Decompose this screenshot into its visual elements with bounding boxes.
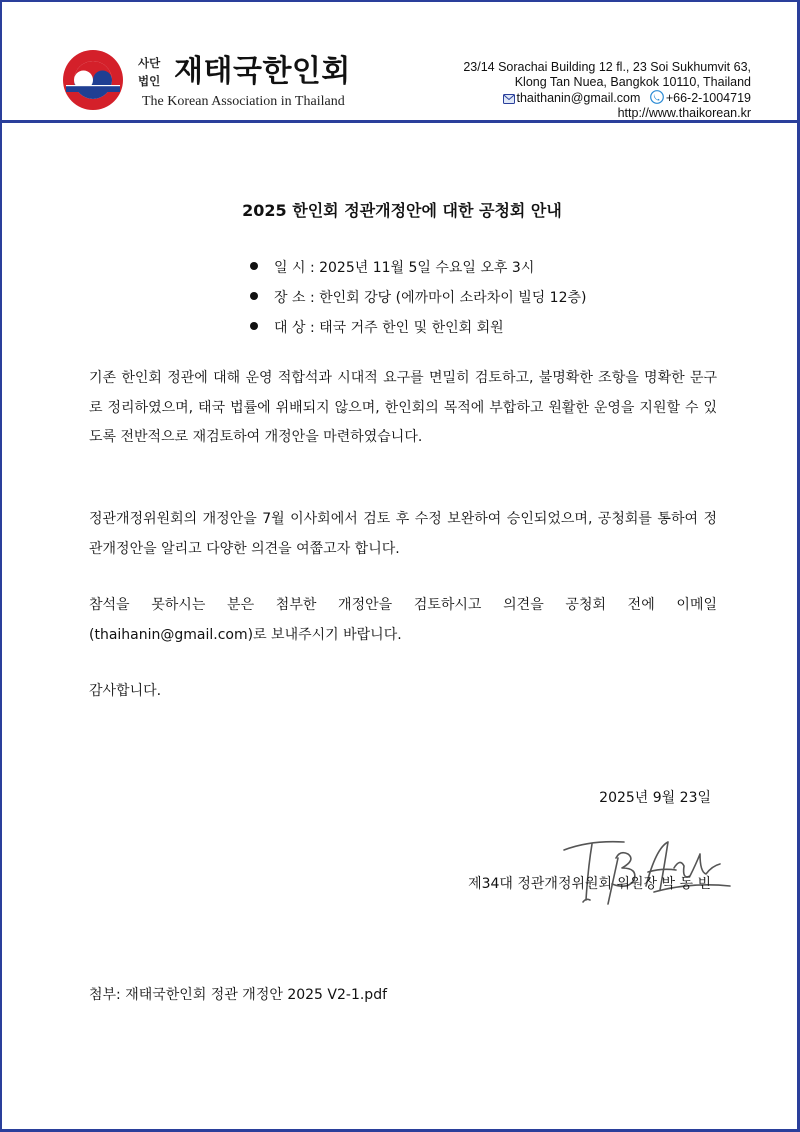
letter-date: 2025년 9월 23일 [599, 790, 711, 806]
detail-text: 대 상 : 태국 거주 한인 및 한인회 회원 [274, 320, 504, 336]
bullet-icon [250, 262, 258, 270]
header-rule [2, 120, 800, 123]
detail-text: 일 시 : 2025년 11월 5일 수요일 오후 3시 [274, 260, 535, 276]
bullet-icon [250, 292, 258, 300]
body-paragraph-4: 감사합니다. [89, 683, 162, 699]
detail-location [250, 287, 587, 317]
association-logo [62, 49, 124, 111]
envelope-icon [503, 94, 515, 104]
org-name-korean: 재태국한인회 [174, 54, 351, 89]
phone-icon [650, 90, 664, 104]
contact-block [463, 60, 751, 121]
phone-number: +66-2-1004719 [665, 91, 751, 105]
detail-audience [250, 317, 587, 347]
address-line-1: 23/14 Sorachai Building 12 fl., 23 Soi Sukhumvit 63, [463, 60, 751, 74]
detail-datetime [250, 257, 587, 287]
email-link[interactable]: thaithanin@gmail.com [516, 91, 641, 105]
document-title: 2025 한인회 정관개정안에 대한 공청회 안내 [242, 201, 562, 220]
attachment-line[interactable]: 첨부: 재태국한인회 정관 개정안 2025 V2-1.pdf [89, 987, 388, 1003]
org-type-label [138, 54, 168, 90]
org-name-english: The Korean Association in Thailand [142, 94, 345, 109]
website-link[interactable]: http://www.thaikorean.kr [617, 106, 751, 120]
org-type-label-1: 사단 [138, 56, 161, 70]
detail-text: 장 소 : 한인회 강당 (에까마이 소라차이 빌딩 12층) [274, 290, 587, 306]
address-line-2: Klong Tan Nuea, Bangkok 10110, Thailand [514, 75, 751, 89]
body-paragraph-2: 정관개정위원회의 개정안을 7월 이사회에서 검토 후 수정 보완하여 승인되었으며, 공청회를 통하여 정관개정안을 알리고 다양한 의견을 여쭙고자 합니다. [89, 511, 717, 557]
signer-name: 제34대 정관개정위원회 위원장 박 동 빈 [468, 876, 711, 892]
contact-line [463, 90, 751, 106]
body-paragraph-3: 참석을 못하시는 분은 첨부한 개정안을 검토하시고 의견을 공청회 전에 이메일 (thaihanin@gmail.com)로 보내주시기 바랍니다. [89, 597, 717, 643]
bullet-icon [250, 322, 258, 330]
org-type-label-2: 법인 [138, 74, 161, 88]
event-details-list [250, 257, 587, 347]
body-paragraph-1: 기존 한인회 정관에 대해 운영 적합석과 시대적 요구를 면밀히 검토하고, 불명확한 조항을 명확한 문구로 정리하였으며, 태국 법률에 위배되지 않으며, 한인회의 목적에 부합하고 원활한 운영을 지원할 수 있도록 전반적으로 재검토하여 개정안을 마련하였습니다. [89, 370, 717, 445]
